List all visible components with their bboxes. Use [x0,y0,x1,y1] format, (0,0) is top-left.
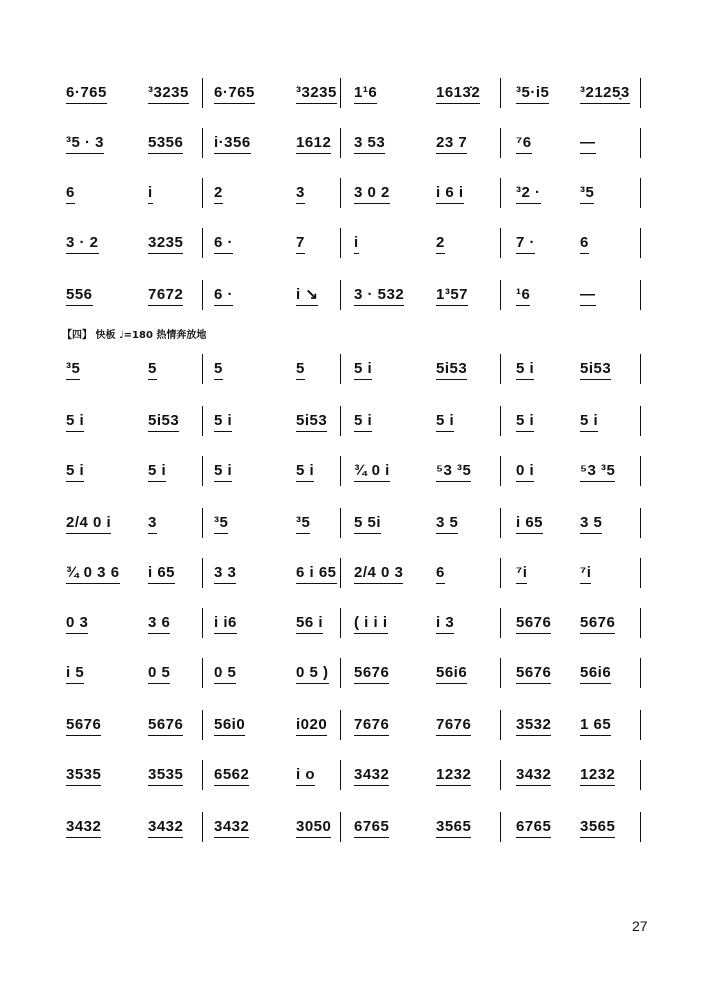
barline [340,178,341,208]
notation-group: 5 i [66,462,84,482]
notation-group: 7676 [354,716,389,736]
notation-group: ³2125̣3 [580,84,630,104]
notation-group: ⁵3 ³5 [580,462,615,482]
notation-group: ⁷i [580,564,591,584]
notation-group: 3532 [516,716,551,736]
notation-group: 3 [296,184,305,204]
barline [640,228,641,258]
notation-group: ³3235 [296,84,337,104]
barline [340,78,341,108]
notation-group: 23 7 [436,134,467,154]
barline [640,608,641,638]
staff-row [0,280,710,310]
barline [640,710,641,740]
notation-group: 5 i [214,462,232,482]
notation-group: 5676 [354,664,389,684]
notation-group: 5i53 [580,360,611,380]
notation-group: 3565 [580,818,615,838]
barline [340,508,341,538]
notation-group: 6 i 65 [296,564,337,584]
notation-group: i020 [296,716,327,736]
barline [202,558,203,588]
staff-row [0,608,710,638]
notation-group: 3432 [516,766,551,786]
notation-group: i i6 [214,614,237,634]
notation-group: ¾ 0 i [354,462,390,482]
barline [500,280,501,310]
notation-group: ⁵3 ³5 [436,462,471,482]
notation-group: i 65 [148,564,175,584]
notation-group: 3432 [66,818,101,838]
barline [340,710,341,740]
barline [500,812,501,842]
barline [500,508,501,538]
staff-row [0,406,710,436]
barline [340,456,341,486]
notation-group: 6765 [354,818,389,838]
notation-group: ³5 [580,184,594,204]
notation-group: 1232 [436,766,471,786]
staff-row [0,78,710,108]
notation-group: i 6 i [436,184,464,204]
notation-group: 7 · [516,234,535,254]
notation-group: 3432 [214,818,249,838]
barline [202,658,203,688]
barline [500,608,501,638]
notation-group: 5 i [148,462,166,482]
notation-group: ³5 [214,514,228,534]
barline [640,406,641,436]
notation-group: 5 i [214,412,232,432]
notation-group: 3 5 [580,514,602,534]
barline [202,228,203,258]
notation-group: 5i53 [436,360,467,380]
notation-group: 1 65 [580,716,611,736]
notation-group: ³3235 [148,84,189,104]
notation-group: 5 i [296,462,314,482]
notation-group: i [354,234,359,254]
notation-group: 3 3 [214,564,236,584]
barline [202,406,203,436]
notation-group: — [580,134,596,154]
notation-group: 7676 [436,716,471,736]
notation-group: 2 [436,234,445,254]
notation-group: 3432 [148,818,183,838]
staff-row [0,228,710,258]
notation-group: 6·765 [214,84,255,104]
notation-group: 0 5 ) [296,664,329,684]
barline [640,178,641,208]
notation-group: 6 [66,184,75,204]
barline [500,78,501,108]
notation-group: 5 i [436,412,454,432]
barline [202,812,203,842]
notation-group: 1612 [296,134,331,154]
notation-group: 5676 [580,614,615,634]
barline [202,178,203,208]
notation-group: 56i6 [580,664,611,684]
notation-group: i o [296,766,315,786]
notation-group: 3 0 2 [354,184,390,204]
barline [202,354,203,384]
barline [202,608,203,638]
notation-group: 3 6 [148,614,170,634]
barline [500,710,501,740]
notation-group: ³5·i5 [516,84,549,104]
barline [640,354,641,384]
barline [500,456,501,486]
notation-group: — [580,286,596,306]
staff-row [0,354,710,384]
notation-group: 5 5i [354,514,381,534]
barline [640,128,641,158]
staff-row [0,456,710,486]
barline [640,508,641,538]
notation-group: 5 [214,360,223,380]
notation-group: 5676 [516,664,551,684]
section-heading: 【四】 快板 ♩=180 热情奔放地 [62,330,207,341]
notation-group: 1¹6 [354,84,377,104]
staff-row [0,710,710,740]
notation-group: 6 [580,234,589,254]
notation-group: 3 [148,514,157,534]
barline [640,456,641,486]
notation-group: 2 [214,184,223,204]
notation-group: 7672 [148,286,183,306]
notation-group: 5 i [516,412,534,432]
notation-group: ¾ 0 3 6 [66,564,120,584]
notation-group: 3565 [436,818,471,838]
page-number: 27 [632,918,648,934]
barline [202,508,203,538]
barline [340,228,341,258]
barline [340,812,341,842]
notation-group: 0 i [516,462,534,482]
notation-group: 7 [296,234,305,254]
barline [202,280,203,310]
barline [500,228,501,258]
notation-group: 5676 [516,614,551,634]
notation-group: 5 i [516,360,534,380]
barline [202,456,203,486]
notation-group: 5 [148,360,157,380]
barline [340,128,341,158]
notation-group: 6 · [214,286,233,306]
notation-group: 3 5 [436,514,458,534]
notation-group: 5 [296,360,305,380]
notation-group: 0 5 [148,664,170,684]
notation-group: ³5 [66,360,80,380]
notation-group: 6 · [214,234,233,254]
barline [500,558,501,588]
notation-group: i ↘ [296,286,318,306]
barline [500,658,501,688]
notation-group: ³2 · [516,184,541,204]
barline [202,78,203,108]
staff-row [0,178,710,208]
staff-row [0,558,710,588]
barline [500,406,501,436]
notation-group: 1613̇2 [436,84,480,104]
notation-group: 5 i [580,412,598,432]
notation-group: i [148,184,153,204]
notation-group: 3235 [148,234,183,254]
notation-group: 5 i [66,412,84,432]
notation-group: 6 [436,564,445,584]
notation-group: ³5 · 3 [66,134,104,154]
barline [340,558,341,588]
notation-group: 0 5 [214,664,236,684]
notation-group: 6562 [214,766,249,786]
staff-row [0,508,710,538]
barline [340,760,341,790]
notation-group: 556 [66,286,93,306]
notation-group: 3050 [296,818,331,838]
notation-group: 1232 [580,766,615,786]
barline [640,812,641,842]
staff-row [0,760,710,790]
barline [640,760,641,790]
barline [202,760,203,790]
notation-group: 3535 [66,766,101,786]
notation-group: ( i i i [354,614,388,634]
notation-group: i 5 [66,664,84,684]
notation-group: 0 3 [66,614,88,634]
barline [202,710,203,740]
notation-group: 2/4 0 i [66,514,111,534]
barline [340,608,341,638]
notation-group: ¹6 [516,286,530,306]
notation-group: 3432 [354,766,389,786]
notation-group: 6·765 [66,84,107,104]
barline [340,280,341,310]
notation-group: ⁷i [516,564,527,584]
notation-group: 5i53 [296,412,327,432]
notation-group: i·356 [214,134,251,154]
barline [640,658,641,688]
staff-row [0,658,710,688]
notation-group: ⁷6 [516,134,532,154]
notation-group: 5676 [66,716,101,736]
notation-group: 5 i [354,412,372,432]
notation-group: i 3 [436,614,454,634]
notation-group: 3 53 [354,134,385,154]
notation-group: ³5 [296,514,310,534]
notation-group: 5i53 [148,412,179,432]
barline [500,178,501,208]
barline [340,658,341,688]
barline [640,558,641,588]
barline [500,760,501,790]
notation-group: 56i6 [436,664,467,684]
notation-group: i 65 [516,514,543,534]
barline [340,354,341,384]
staff-row [0,128,710,158]
notation-group: 6765 [516,818,551,838]
barline [640,78,641,108]
barline [500,354,501,384]
notation-group: 2/4 0 3 [354,564,403,584]
barline [640,280,641,310]
notation-group: 5356 [148,134,183,154]
notation-group: 1³57 [436,286,468,306]
notation-group: 56i0 [214,716,245,736]
notation-group: 56 i [296,614,323,634]
notation-group: 3535 [148,766,183,786]
barline [500,128,501,158]
barline [202,128,203,158]
notation-group: 3 · 2 [66,234,99,254]
barline [340,406,341,436]
notation-group: 5676 [148,716,183,736]
notation-group: 3 · 532 [354,286,404,306]
notation-group: 5 i [354,360,372,380]
staff-row [0,812,710,842]
